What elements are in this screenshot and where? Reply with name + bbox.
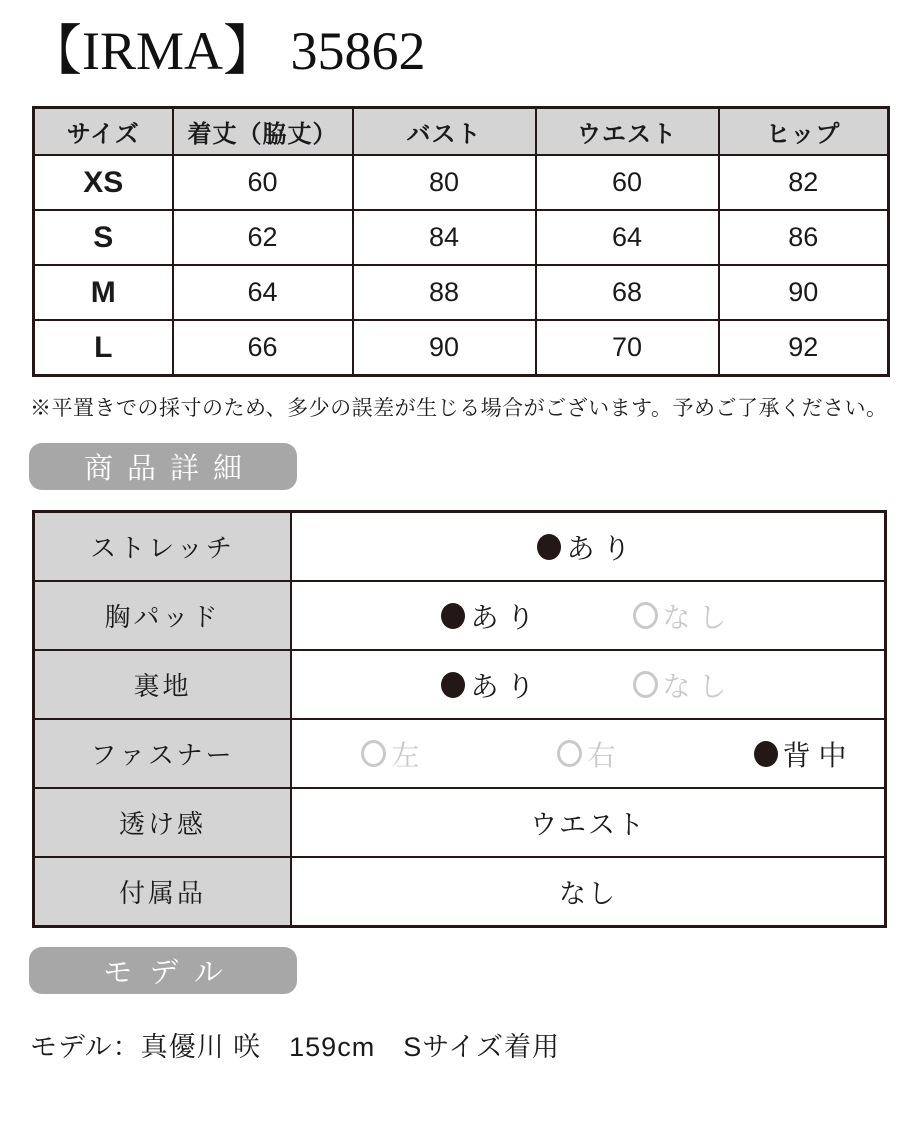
- size-cell-hip: 86: [719, 210, 889, 265]
- detail-value-cell: [291, 650, 886, 719]
- detail-row-sheerness: [34, 788, 886, 857]
- option-label: なし: [662, 670, 735, 702]
- size-cell-hip: 82: [719, 155, 889, 210]
- option-nashi: [633, 596, 735, 636]
- size-cell-bust: 84: [353, 210, 536, 265]
- option-left: [361, 734, 427, 774]
- size-cell-hip: 90: [719, 265, 889, 320]
- product-details-table: [32, 510, 887, 928]
- model-info-text: モデル：真優川 咲 159cm Sサイズ着用: [30, 1032, 561, 1063]
- detail-value-cell: [291, 581, 886, 650]
- table-row-xs: [34, 155, 889, 210]
- radio-filled-icon: [537, 534, 561, 560]
- size-cell-waist: 60: [536, 155, 719, 210]
- size-cell-length: 62: [173, 210, 353, 265]
- size-cell-waist: 70: [536, 320, 719, 376]
- table-row-l: [34, 320, 889, 376]
- size-cell-bust: 90: [353, 320, 536, 376]
- radio-filled-icon: [441, 672, 465, 698]
- option-label: あり: [566, 532, 639, 564]
- size-table: [32, 106, 890, 377]
- option-group: [292, 596, 884, 636]
- option-label: あり: [470, 601, 543, 633]
- size-cell-bust: 88: [353, 265, 536, 320]
- detail-row-lining: [34, 650, 886, 719]
- detail-row-accessories: [34, 857, 886, 927]
- section-header-model: モデル: [29, 947, 297, 994]
- detail-label: ストレッチ: [34, 512, 292, 582]
- option-back-selected: [754, 734, 855, 774]
- detail-row-chest-pad: [34, 581, 886, 650]
- size-cell-waist: 68: [536, 265, 719, 320]
- size-header-hip: ヒップ: [719, 108, 889, 156]
- detail-value: なし: [291, 857, 886, 927]
- detail-value: ウエスト: [291, 788, 886, 857]
- detail-row-fastener: [34, 719, 886, 788]
- option-label: 右: [587, 739, 624, 771]
- size-table-header-row: [34, 108, 889, 156]
- size-cell-hip: 92: [719, 320, 889, 376]
- size-cell-label: S: [34, 210, 173, 265]
- option-ari-selected: [441, 665, 542, 705]
- option-nashi: [633, 665, 735, 705]
- detail-label: 透け感: [34, 788, 292, 857]
- size-cell-label: XS: [34, 155, 173, 210]
- radio-empty-icon: [633, 671, 658, 698]
- section-header-product-details: 商品詳細: [29, 443, 297, 490]
- detail-label: ファスナー: [34, 719, 292, 788]
- radio-filled-icon: [441, 603, 465, 629]
- option-group: [292, 734, 884, 774]
- size-header-bust: バスト: [353, 108, 536, 156]
- option-label: 左: [391, 739, 428, 771]
- radio-filled-icon: [754, 741, 778, 767]
- option-label: なし: [662, 601, 735, 633]
- option-ari-selected: [537, 527, 638, 567]
- size-cell-bust: 80: [353, 155, 536, 210]
- detail-label: 胸パッド: [34, 581, 292, 650]
- size-header-size: サイズ: [34, 108, 173, 156]
- measurement-note: ※平置きでの採寸のため、多少の誤差が生じる場合がございます。予めご了承ください。: [30, 397, 888, 421]
- size-cell-label: M: [34, 265, 173, 320]
- option-label: あり: [470, 670, 543, 702]
- detail-label: 裏地: [34, 650, 292, 719]
- detail-value-cell: [291, 512, 886, 582]
- detail-row-stretch: [34, 512, 886, 582]
- size-cell-label: L: [34, 320, 173, 376]
- size-cell-length: 66: [173, 320, 353, 376]
- size-cell-length: 64: [173, 265, 353, 320]
- table-row-m: [34, 265, 889, 320]
- radio-empty-icon: [633, 602, 658, 629]
- table-row-s: [34, 210, 889, 265]
- page-title: 【IRMA】 35862: [28, 21, 426, 81]
- option-ari-selected: [441, 596, 542, 636]
- option-group: [292, 665, 884, 705]
- radio-empty-icon: [361, 740, 386, 767]
- size-cell-length: 60: [173, 155, 353, 210]
- size-cell-waist: 64: [536, 210, 719, 265]
- size-header-length: 着丈（脇丈）: [173, 108, 353, 156]
- size-header-waist: ウエスト: [536, 108, 719, 156]
- detail-label: 付属品: [34, 857, 292, 927]
- option-label: 背中: [782, 739, 855, 771]
- option-group: [292, 527, 884, 567]
- detail-value-cell: [291, 719, 886, 788]
- option-right: [557, 734, 623, 774]
- radio-empty-icon: [557, 740, 582, 767]
